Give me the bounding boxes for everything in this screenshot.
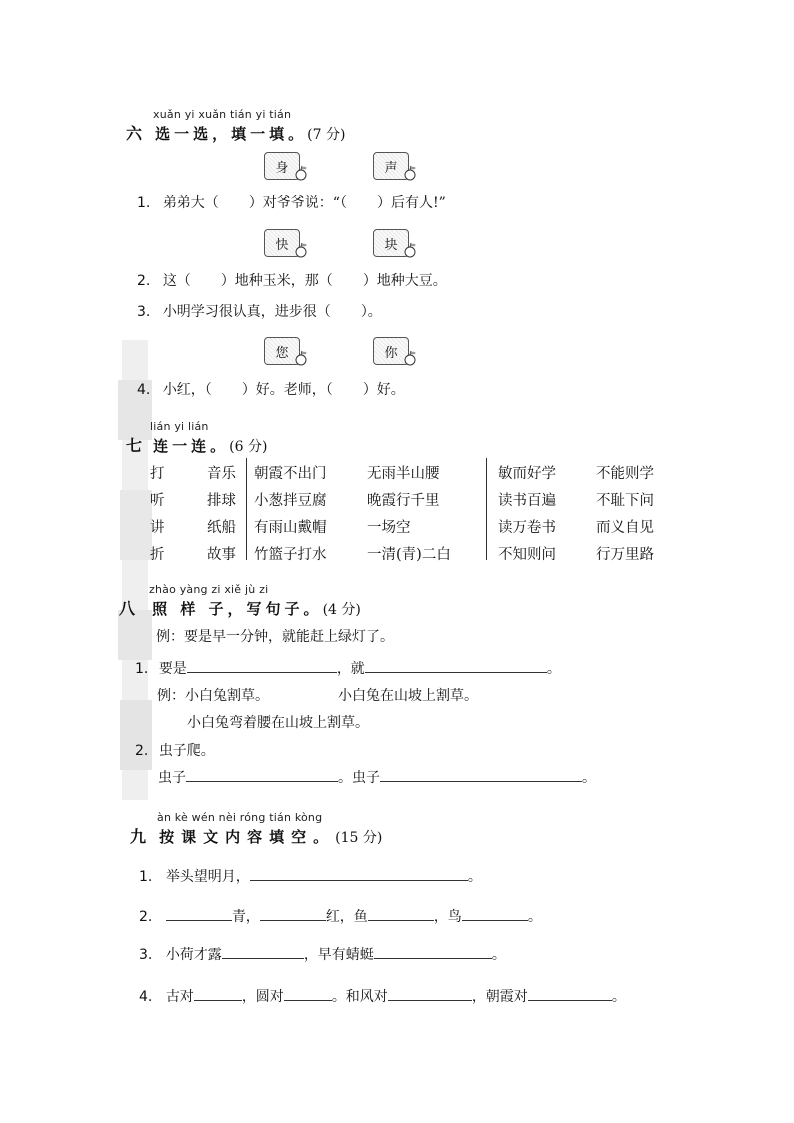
q-text: ，就 — [336, 661, 365, 677]
q-number: 3. — [139, 947, 153, 963]
sec8-example1: 例：要是早一分钟，就能赶上绿灯了。 — [156, 629, 394, 645]
sec6-q2 — [137, 270, 447, 290]
sec8-q2-answer-line — [158, 767, 596, 787]
answer-blank[interactable] — [368, 907, 434, 921]
match-col-proverb-b — [367, 461, 451, 569]
sec9-q3 — [139, 944, 506, 964]
divider-line — [246, 458, 247, 560]
answer-blank[interactable] — [528, 987, 612, 1001]
q-number: 2. — [135, 743, 149, 759]
q-text: 举头望明月， — [165, 869, 250, 885]
match-item[interactable]: 有雨山戴帽 — [254, 520, 327, 536]
watermark — [118, 340, 154, 800]
match-item[interactable]: 折 — [150, 547, 165, 563]
sec6-title: 选一选，填一填。 — [155, 125, 308, 143]
match-col-proverb-a — [254, 461, 327, 569]
q-text: 。 — [582, 770, 596, 786]
q-number: 1. — [135, 661, 149, 677]
q-text: 虫子爬。 — [158, 743, 215, 759]
match-item[interactable]: 一场空 — [367, 520, 411, 536]
card-char: 你 — [384, 345, 398, 361]
match-item[interactable]: 无雨半山腰 — [367, 466, 440, 482]
match-col-verbs — [150, 461, 165, 569]
q-text: 。 — [467, 869, 482, 885]
sec8-example2b: 小白兔在山坡上割草。 — [338, 688, 478, 704]
match-item[interactable]: 排球 — [207, 493, 236, 509]
q-text: 。 — [546, 661, 561, 677]
answer-blank[interactable] — [462, 907, 528, 921]
apple-icon — [294, 350, 308, 366]
char-card-ni — [373, 337, 409, 365]
answer-blank[interactable] — [284, 987, 332, 1001]
sec6-number: 六 — [126, 124, 143, 143]
answer-blank[interactable] — [365, 659, 547, 673]
sec7-score: (6 分) — [229, 439, 268, 455]
match-item[interactable]: 读万卷书 — [498, 520, 556, 536]
q-text: 。 — [611, 989, 626, 1005]
answer-blank[interactable] — [222, 945, 304, 959]
match-item[interactable]: 晚霞行千里 — [367, 493, 440, 509]
sec9-number: 九 — [130, 827, 147, 846]
answer-blank[interactable] — [374, 945, 492, 959]
q-text: 这（ — [162, 273, 191, 289]
sec7-pinyin: lián yi lián — [150, 420, 209, 433]
q-number: 4. — [137, 382, 151, 398]
match-item[interactable]: 不知则问 — [498, 547, 556, 563]
answer-blank[interactable] — [194, 987, 242, 1001]
match-item[interactable]: 打 — [150, 466, 165, 482]
sec6-score: (7 分) — [307, 127, 346, 143]
match-item[interactable]: 不能则学 — [596, 466, 654, 482]
q-text: 。和风对 — [331, 989, 388, 1005]
answer-blank[interactable] — [380, 768, 582, 782]
char-card-nin — [264, 337, 300, 365]
q-text: 小明学习很认真，进步很（ — [162, 304, 331, 320]
match-item[interactable]: 纸船 — [207, 520, 236, 536]
sec9-q2 — [139, 906, 542, 926]
card-char: 身 — [275, 160, 289, 176]
sec6-q4 — [137, 379, 405, 399]
match-item[interactable]: 小葱拌豆腐 — [254, 493, 327, 509]
answer-blank[interactable] — [186, 768, 338, 782]
sec8-q1 — [135, 658, 561, 678]
match-item[interactable]: 竹篮子打水 — [254, 547, 327, 563]
q-text: 虫子 — [158, 770, 186, 786]
q-text: 弟弟大（ — [162, 195, 219, 211]
answer-blank[interactable] — [166, 907, 232, 921]
q-text: ）地种大豆。 — [362, 273, 447, 289]
card-char: 快 — [275, 237, 289, 253]
q-text: ）好。老师，（ — [241, 382, 333, 398]
q-number: 3. — [137, 304, 151, 320]
apple-icon — [403, 165, 417, 181]
q-text: ，朝霞对 — [471, 989, 528, 1005]
sec8-pinyin: zhào yàng zi xiě jù zi — [149, 583, 269, 596]
sec8-number: 八 — [119, 599, 136, 618]
q-number: 4. — [139, 989, 153, 1005]
sec8-header — [119, 596, 361, 619]
match-item[interactable]: 读书百遍 — [498, 493, 556, 509]
match-item[interactable]: 听 — [150, 493, 165, 509]
match-col-saying-a — [498, 461, 556, 569]
q-text: ，鸟 — [433, 909, 462, 925]
sec8-example2a: 例：小白兔割草。 — [157, 688, 269, 704]
match-item[interactable]: 音乐 — [207, 466, 236, 482]
answer-blank[interactable] — [260, 907, 326, 921]
q-text: ）对爷爷说：“（ — [248, 195, 347, 211]
match-col-nouns — [207, 461, 236, 569]
q-text: 小红，（ — [162, 382, 212, 398]
sec8-example2c: 小白兔弯着腰在山坡上割草。 — [187, 715, 369, 731]
sec9-q1 — [139, 866, 482, 886]
match-item[interactable]: 一清(青)二白 — [367, 547, 451, 563]
sec9-header — [130, 824, 382, 847]
char-card-kuai — [264, 229, 300, 257]
q-text: 。 — [527, 909, 542, 925]
sec6-q3 — [137, 301, 382, 321]
q-number: 1. — [137, 195, 151, 211]
match-item[interactable]: 不耻下问 — [596, 493, 654, 509]
q-text: ）后有人!” — [376, 195, 446, 211]
q-text: ）。 — [360, 304, 382, 320]
sec9-title: 按课文内容填空。 — [159, 828, 336, 846]
apple-icon — [294, 242, 308, 258]
q-text: ）地种玉米，那（ — [220, 273, 333, 289]
card-char: 块 — [384, 237, 398, 253]
match-item[interactable]: 敏而好学 — [498, 466, 556, 482]
q-text: 。虫子 — [338, 770, 380, 786]
match-item[interactable]: 行万里路 — [596, 547, 654, 563]
card-char: 您 — [275, 345, 289, 361]
char-card-kuai2 — [373, 229, 409, 257]
match-item[interactable]: 故事 — [207, 547, 236, 563]
apple-icon — [403, 242, 417, 258]
char-card-shen — [264, 152, 300, 180]
q-text: ，早有蜻蜓 — [303, 947, 374, 963]
answer-blank[interactable] — [388, 987, 472, 1001]
q-number: 1. — [139, 869, 153, 885]
q-text: ）好。 — [362, 382, 405, 398]
q-text: ，圆对 — [241, 989, 284, 1005]
q-text: 要是 — [158, 661, 187, 677]
sec8-score: (4 分) — [322, 602, 361, 618]
q-text: 。 — [491, 947, 506, 963]
card-char: 声 — [384, 160, 398, 176]
sec9-score: (15 分) — [335, 830, 383, 846]
sec9-pinyin: àn kè wén nèi róng tián kòng — [157, 811, 323, 824]
q-text: 古对 — [165, 989, 194, 1005]
match-item[interactable]: 讲 — [150, 520, 165, 536]
match-item[interactable]: 而义自见 — [596, 520, 654, 536]
apple-icon — [403, 350, 417, 366]
sec7-header — [126, 433, 267, 456]
match-col-saying-b — [596, 461, 654, 569]
sec6-pinyin: xuǎn yi xuǎn tián yi tián — [153, 108, 292, 121]
sec8-title: 照 样 子，写句子。 — [152, 600, 323, 618]
char-card-sheng — [373, 152, 409, 180]
q-text: 红，鱼 — [325, 909, 368, 925]
sec8-q2 — [135, 740, 215, 760]
q-number: 2. — [137, 273, 151, 289]
sec7-title: 连一连。 — [153, 437, 230, 455]
q-text: 青， — [231, 909, 260, 925]
q-text: 小荷才露 — [165, 947, 222, 963]
q-number: 2. — [139, 909, 153, 925]
answer-blank[interactable] — [187, 659, 337, 673]
sec9-q4 — [139, 986, 626, 1006]
sec7-number: 七 — [126, 436, 143, 455]
match-item[interactable]: 朝霞不出门 — [254, 466, 327, 482]
apple-icon — [294, 165, 308, 181]
answer-blank[interactable] — [250, 867, 468, 881]
sec6-q1 — [137, 192, 446, 212]
divider-line — [486, 458, 487, 560]
sec6-header — [126, 121, 345, 144]
